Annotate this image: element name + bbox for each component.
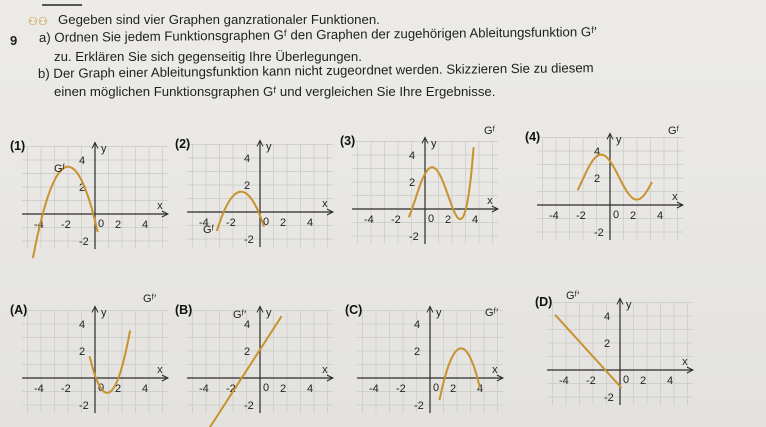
panel-id-label: (A)	[9, 302, 28, 317]
y-axis-label: y	[626, 298, 632, 311]
x-tick-label: 2	[115, 383, 122, 395]
y-axis-label: y	[101, 306, 107, 319]
x-axis-label: x	[672, 191, 678, 203]
y-tick-label: 2	[244, 346, 251, 358]
x-tick-label: 4	[667, 375, 674, 387]
x-tick-label: 4	[477, 383, 484, 395]
origin-label: 0	[263, 382, 270, 394]
y-tick-label: 2	[409, 177, 416, 189]
y-axis-label: y	[436, 306, 442, 319]
y-tick-label: 4	[594, 146, 601, 158]
y-tick-label: -2	[79, 236, 89, 248]
part-b-line2: einen möglichen Funktionsgraphen Gᶠ und vergleichen Sie Ihre Ergebnisse.	[54, 84, 496, 99]
origin-label: 0	[98, 218, 105, 230]
panel-id-label: (C)	[344, 302, 363, 317]
x-tick-label: -2	[391, 214, 401, 226]
x-tick-label: -2	[586, 375, 596, 387]
origin-label: 0	[623, 374, 630, 386]
x-tick-label: -2	[61, 219, 71, 231]
origin-label: 0	[98, 382, 105, 394]
panel-id-label: (4)	[524, 129, 541, 144]
x-tick-label: -2	[61, 383, 71, 395]
y-tick-label: 4	[79, 319, 86, 331]
x-tick-label: -4	[549, 210, 559, 222]
x-tick-label: 4	[142, 383, 149, 395]
y-tick-label: 4	[409, 150, 416, 162]
x-tick-label: 4	[657, 210, 664, 222]
panel-id-label: (B)	[174, 302, 193, 317]
y-tick-label: -2	[244, 400, 254, 412]
coordinate-system-2	[175, 137, 333, 247]
y-tick-label: -2	[414, 400, 424, 412]
x-tick-label: 2	[640, 375, 647, 387]
x-tick-label: -2	[576, 210, 586, 222]
y-axis-label: y	[101, 142, 107, 155]
function-curve	[578, 155, 652, 200]
task-number: 9	[10, 33, 18, 48]
y-tick-label: 2	[79, 346, 86, 358]
x-tick-label: -4	[559, 375, 569, 387]
x-tick-label: 2	[280, 217, 287, 229]
x-tick-label: -4	[34, 219, 44, 231]
x-tick-label: 4	[307, 217, 314, 229]
x-axis-label: x	[157, 200, 163, 212]
function-curve	[409, 147, 474, 219]
x-tick-label: 2	[280, 383, 287, 395]
y-tick-label: -2	[409, 231, 419, 243]
y-tick-label: -2	[244, 234, 254, 246]
y-tick-label: 4	[79, 155, 86, 167]
x-tick-label: 2	[115, 219, 122, 231]
curve-label: Gᶠ	[203, 224, 215, 236]
origin-label: 0	[428, 213, 435, 225]
curve-label: Gᶠ′	[233, 309, 247, 321]
y-tick-label: 4	[244, 153, 251, 165]
x-tick-label: -2	[226, 383, 236, 395]
y-axis-label: y	[266, 140, 272, 153]
x-tick-label: 2	[450, 383, 457, 395]
x-tick-label: 2	[630, 210, 637, 222]
origin-label: 0	[263, 216, 270, 228]
y-tick-label: -2	[594, 227, 604, 239]
curve-label: Gᶠ	[484, 125, 496, 137]
x-tick-label: 4	[472, 214, 479, 226]
x-axis-label: x	[682, 356, 688, 368]
curve-label: Gᶠ′	[566, 290, 580, 302]
y-tick-label: 4	[604, 311, 611, 323]
panel-id-label: (1)	[9, 138, 26, 153]
x-tick-label: -4	[364, 214, 374, 226]
x-tick-label: 4	[307, 383, 314, 395]
x-tick-label: 4	[142, 219, 149, 231]
coordinate-system-4	[525, 125, 683, 240]
x-tick-label: -4	[369, 383, 379, 395]
x-tick-label: -4	[199, 383, 209, 395]
x-axis-label: x	[492, 364, 498, 376]
y-tick-label: 2	[594, 173, 601, 185]
y-tick-label: 2	[604, 338, 611, 350]
part-a-line2: zu. Erklären Sie sich gegenseitig Ihre Überlegungen.	[54, 49, 362, 64]
panel-id-label: (D)	[534, 294, 553, 309]
origin-label: 0	[433, 382, 440, 394]
x-tick-label: -2	[226, 217, 236, 229]
x-axis-label: x	[322, 364, 328, 376]
x-tick-label: -2	[396, 383, 406, 395]
x-axis-label: x	[487, 195, 493, 207]
x-axis-label: x	[322, 198, 328, 210]
curve-label: Gᶠ′	[143, 293, 157, 305]
curve-label: Gᶠ	[668, 125, 680, 137]
intro-text: Gegeben sind vier Graphen ganzrationaler Funktionen.	[58, 12, 380, 27]
part-b-line1: b) Der Graph einer Ableitungsfunktion kann nicht zugeordnet werden. Skizzieren Sie zu diesem	[37, 60, 594, 81]
y-tick-label: 2	[414, 346, 421, 358]
curve-label: Gᶠ′	[485, 307, 499, 319]
function-curve	[90, 330, 131, 393]
function-curve	[439, 348, 480, 400]
y-tick-label: 4	[244, 319, 251, 331]
y-tick-label: 2	[79, 182, 86, 194]
panel-id-label: (2)	[174, 136, 191, 151]
y-axis-label: y	[431, 137, 437, 150]
y-axis-label: y	[266, 306, 272, 319]
y-tick-label: -2	[604, 392, 614, 404]
coordinate-system-5	[10, 293, 168, 413]
function-curve	[202, 316, 282, 427]
y-tick-label: -2	[79, 400, 89, 412]
coordinate-system-8	[535, 290, 693, 405]
coordinate-system-6	[175, 303, 333, 427]
coordinate-system-7	[345, 303, 503, 413]
coordinate-system-3	[340, 125, 498, 244]
y-tick-label: 2	[244, 180, 251, 192]
panel-id-label: (3)	[339, 133, 356, 148]
part-a-line1: a) Ordnen Sie jedem Funktionsgraphen Gᶠ den Graphen der zugehörigen Ableitungsfunktion Gᶠ′	[38, 24, 597, 45]
x-axis-label: x	[157, 364, 163, 376]
origin-label: 0	[613, 209, 620, 221]
x-tick-label: -4	[34, 383, 44, 395]
y-tick-label: 4	[414, 319, 421, 331]
coordinate-system-1	[10, 139, 168, 258]
group-icon: ⚇⚇	[28, 16, 48, 28]
x-tick-label: -4	[199, 217, 209, 229]
curve-label: Gᶠ	[54, 163, 66, 175]
x-tick-label: 2	[445, 214, 452, 226]
y-axis-label: y	[616, 133, 622, 146]
